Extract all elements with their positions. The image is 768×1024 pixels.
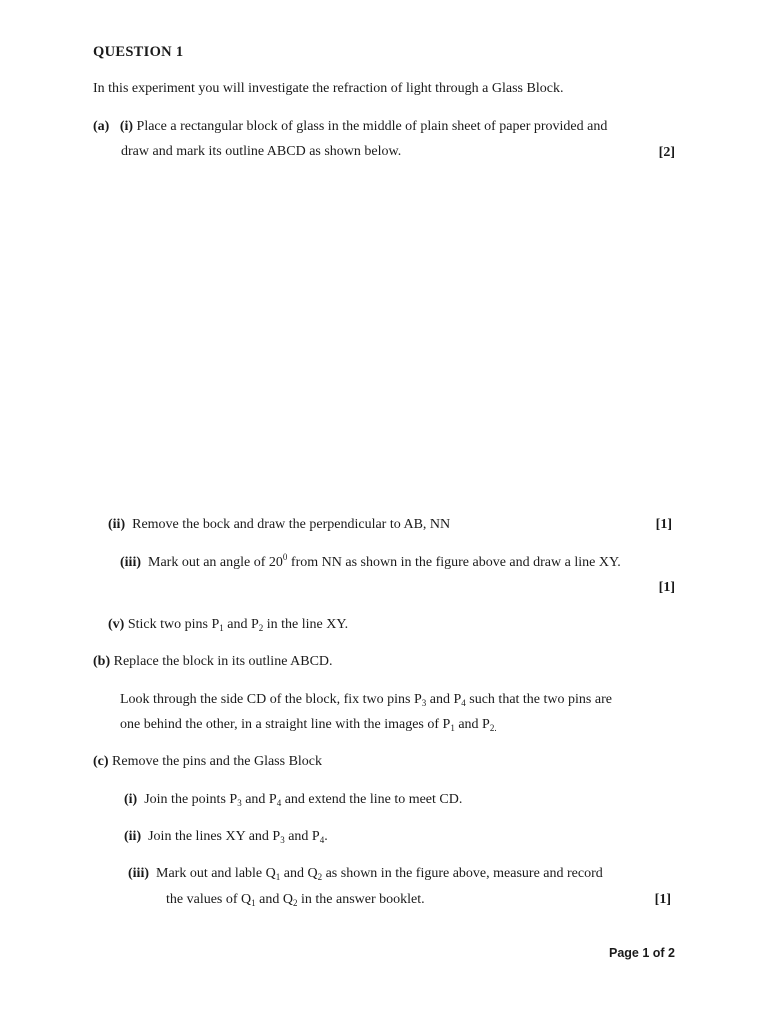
item-number: (v) (108, 617, 125, 632)
item-text: Join the points $P_3$ and $P_4$ and extend the line to meet CD. (144, 792, 463, 808)
item-text: Mark out an angle of $20^0$ from NN as shown in the figure above and draw a line XY. (148, 552, 621, 570)
part-c-iii-line2: the values of $Q_1$ and $Q_2$ in the answer booklet. (166, 892, 425, 908)
item-number: (ii) (124, 829, 142, 844)
part-b-para-line2: one behind the other, in a straight line with the images of $P_1$ and $P_{2.}$ (120, 717, 497, 733)
item-text: Remove the pins and the Glass Block (112, 754, 323, 769)
item-text: Replace the block in its outline ABCD. (113, 654, 333, 669)
part-c-ii (124, 828, 328, 846)
page-number: Page 1 of 2 (609, 946, 675, 960)
item-number: (iii) (128, 866, 149, 881)
item-text: Stick two pins $P_1$ and $P_2$ in the line XY. (127, 617, 349, 633)
item-text: Remove the bock and draw the perpendicular to AB, NN (132, 517, 451, 532)
item-number: (i) (124, 792, 138, 807)
part-c-label: (c) (93, 754, 109, 769)
item-number: (iii) (120, 555, 141, 570)
item-text: Place a rectangular block of glass in the middle of plain sheet of paper provided and (136, 119, 608, 134)
part-a-label: (a) (93, 119, 110, 134)
item-number: (i) (119, 119, 134, 134)
part-b (93, 653, 333, 671)
part-b-label: (b) (93, 654, 111, 669)
part-c-i (124, 791, 462, 809)
part-a-ii (108, 516, 450, 534)
part-a-i (93, 118, 607, 136)
part-a-v (108, 616, 348, 634)
marks-badge: [1] (654, 892, 671, 907)
item-text: Mark out and lable $Q_1$ and $Q_2$ as shown in the figure above, measure and record (156, 866, 603, 882)
item-text: Join the lines XY and $P_3$ and $P_4$. (148, 829, 328, 845)
marks-badge: [1] (658, 580, 675, 595)
part-c (93, 753, 322, 771)
question-title: QUESTION 1 (93, 44, 184, 60)
part-a-i-line2: draw and mark its outline ABCD as shown below. (121, 144, 402, 159)
part-c-iii (128, 865, 603, 883)
marks-badge: [1] (655, 517, 672, 532)
part-a-iii (120, 554, 621, 572)
item-number: (ii) (108, 517, 126, 532)
marks-badge: [2] (658, 145, 675, 160)
part-b-para-line1: Look through the side CD of the block, fix two pins $P_3$ and $P_4$ such that the two pins are (120, 692, 612, 708)
intro-text: In this experiment you will investigate the refraction of light through a Glass Block. (93, 81, 564, 96)
